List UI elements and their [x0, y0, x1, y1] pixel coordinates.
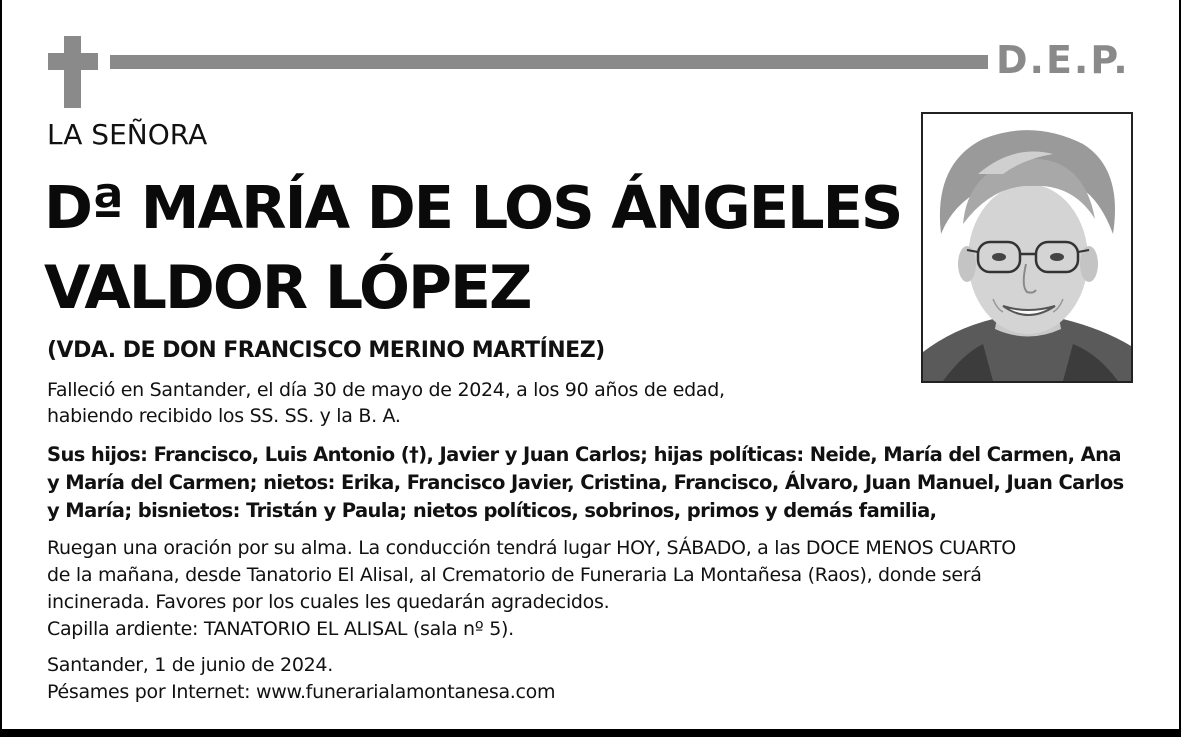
dep-label: D.E.P. — [996, 38, 1130, 82]
deceased-name-line-2: VALDOR LÓPEZ — [44, 253, 531, 323]
death-line-1: Falleció en Santander, el día 30 de mayo de 2024, a los 90 años de edad, — [47, 379, 725, 401]
deceased-name — [44, 168, 901, 328]
frame-left-border — [0, 0, 2, 737]
header-rule — [110, 55, 988, 69]
frame-bottom-border — [0, 729, 1181, 737]
service-line-1: Ruegan una oración por su alma. La conducción tendrá lugar HOY, SÁBADO, a las DOCE MENOS CUARTO — [47, 537, 1016, 559]
condolences-line: Pésames por Internet: www.funerarialamontanesa.com — [47, 681, 556, 703]
family-line-1: Sus hijos: Francisco, Luis Antonio (†), Javier y Juan Carlos; hijas políticas: Neide, María del Carmen, Ana — [47, 443, 1121, 466]
service-line-2: de la mañana, desde Tanatorio El Alisal, al Crematorio de Funeraria La Montañesa (Raos), donde será — [47, 564, 982, 586]
family-line-3: y María; bisnietos: Tristán y Paula; nietos políticos, sobrinos, primos y demás familia, — [47, 499, 937, 522]
honorific: LA SEÑORA — [47, 118, 208, 151]
portrait-photo — [921, 112, 1133, 383]
deceased-name-line-1: Dª MARÍA DE LOS ÁNGELES — [44, 173, 902, 242]
chapel-line: Capilla ardiente: TANATORIO EL ALISAL (sala nº 5). — [47, 618, 514, 640]
death-line-2: habiendo recibido los SS. SS. y la B. A. — [47, 405, 401, 427]
widow-line: (VDA. DE DON FRANCISCO MERINO MARTÍNEZ) — [47, 338, 605, 363]
place-date-line: Santander, 1 de junio de 2024. — [47, 654, 333, 676]
cross-icon — [48, 36, 98, 108]
family-line-2: y María del Carmen; nietos: Erika, Francisco Javier, Cristina, Francisco, Álvaro, Juan Manuel, Juan Carlos — [47, 471, 1124, 494]
service-line-3: incinerada. Favores por los cuales les quedarán agradecidos. — [47, 591, 610, 613]
